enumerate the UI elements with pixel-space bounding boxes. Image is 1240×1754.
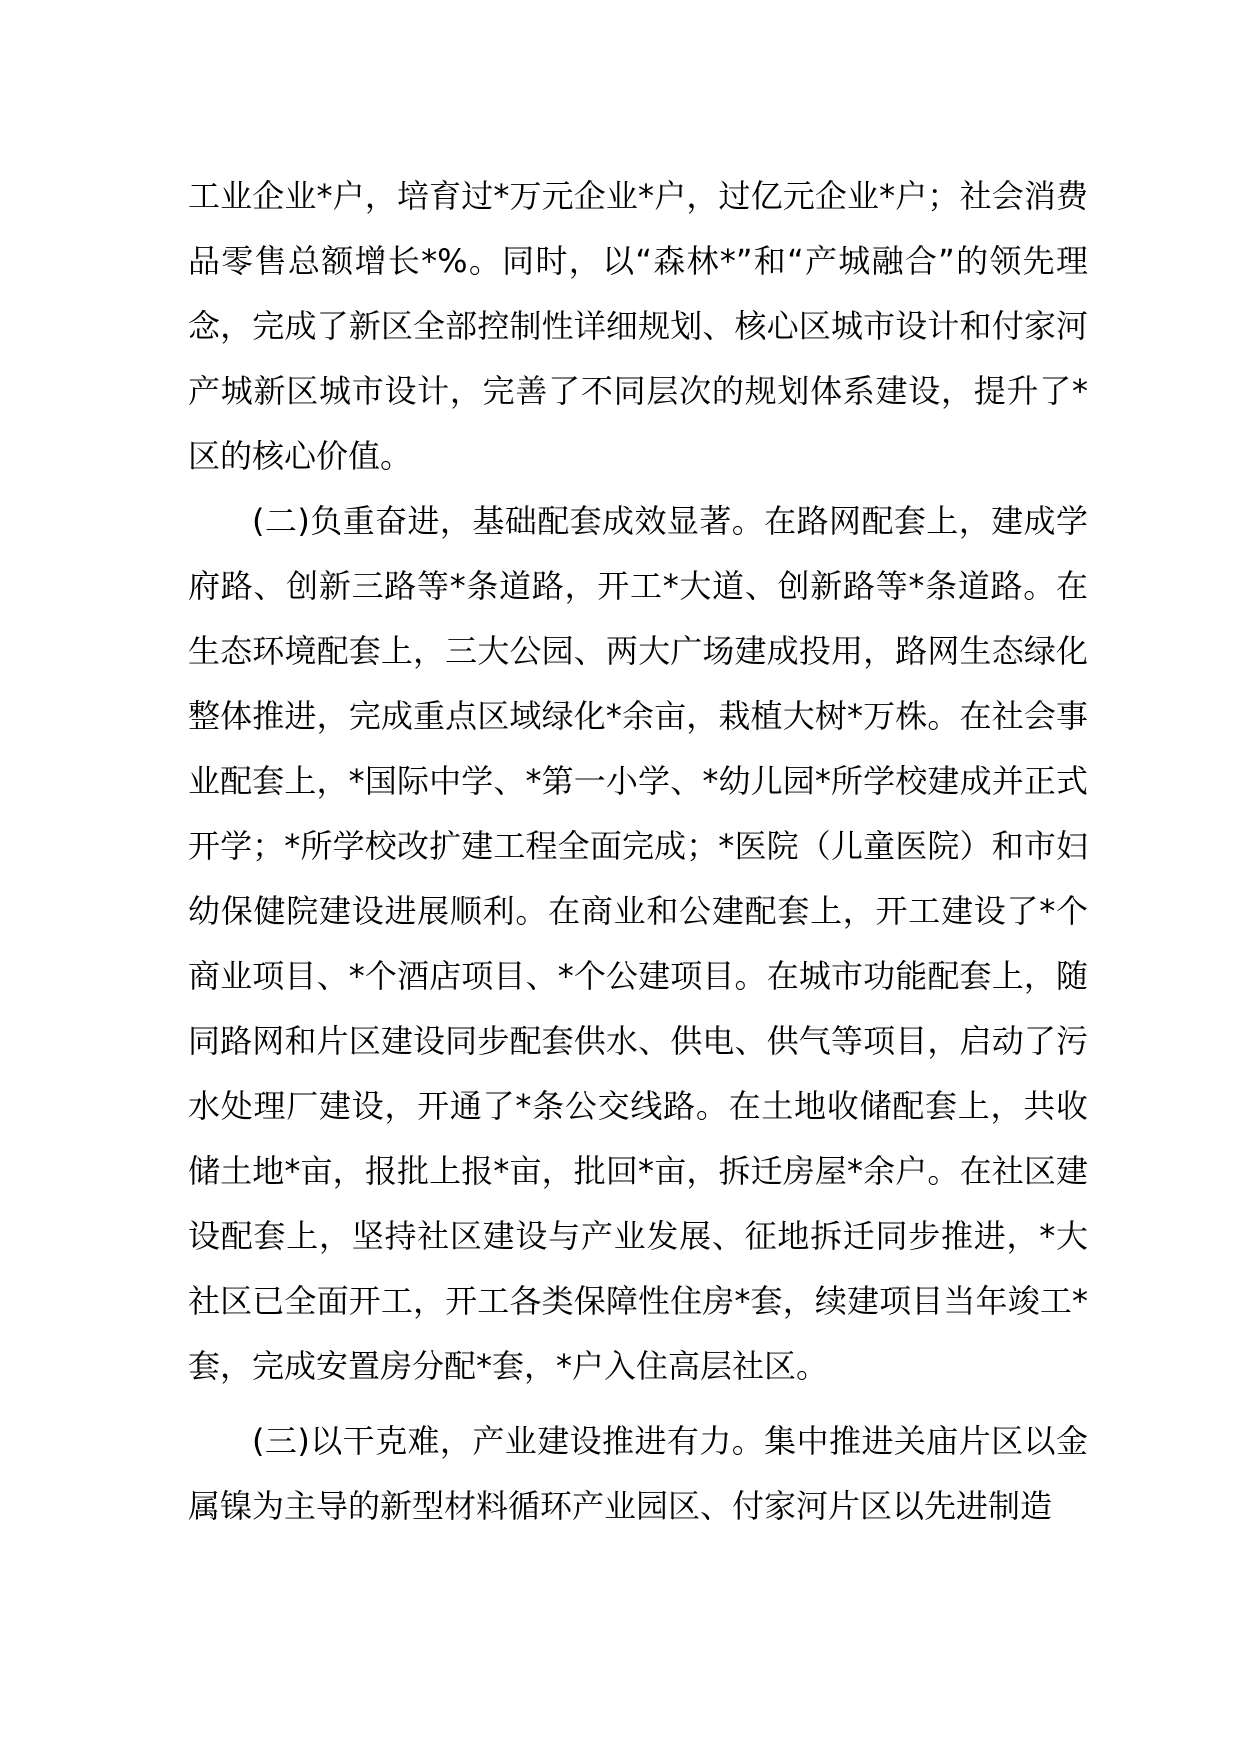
paragraph-section-3: (三)以干克难，产业建设推进有力。集中推进关庙片区以金属镍为主导的新型材料循环产业园区、付家河片区以先进制造 — [188, 1422, 1088, 1525]
document-body — [188, 164, 1088, 1539]
paragraph-continued: 工业企业*户，培育过*万元企业*户，过亿元企业*户；社会消费品零售总额增长*%。同时，以“森林*”和“产城融合”的领先理念，完成了新区全部控制性详细规划、核心区城市设计和付家河产城新区城市设计，完善了不同层次的规划体系建设，提升了*区的核心价值。 — [188, 177, 1088, 475]
paragraph-section-2: (二)负重奋进，基础配套成效显著。在路网配套上，建成学府路、创新三路等*条道路，开工*大道、创新路等*条道路。在生态环境配套上，三大公园、两大广场建成投用，路网生态绿化整体推进，完成重点区域绿化*余亩，栽植大树*万株。在社会事业配套上，*国际中学、*第一小学、*幼儿园*所学校建成并正式开学；*所学校改扩建工程全面完成；*医院（儿童医院）和市妇幼保健院建设进展顺利。在商业和公建配套上，开工建设了*个商业项目、*个酒店项目、*个公建项目。在城市功能配套上，随同路网和片区建设同步配套供水、供电、供气等项目，启动了污水处理厂建设，开通了*条公交线路。在土地收储配套上，共收储土地*亩，报批上报*亩，批回*亩，拆迁房屋*余户。在社区建设配套上，坚持社区建设与产业发展、征地拆迁同步推进，*大社区已全面开工，开工各类保障性住房*套，续建项目当年竣工*套，完成安置房分配*套，*户入住高层社区。 — [188, 502, 1088, 1385]
